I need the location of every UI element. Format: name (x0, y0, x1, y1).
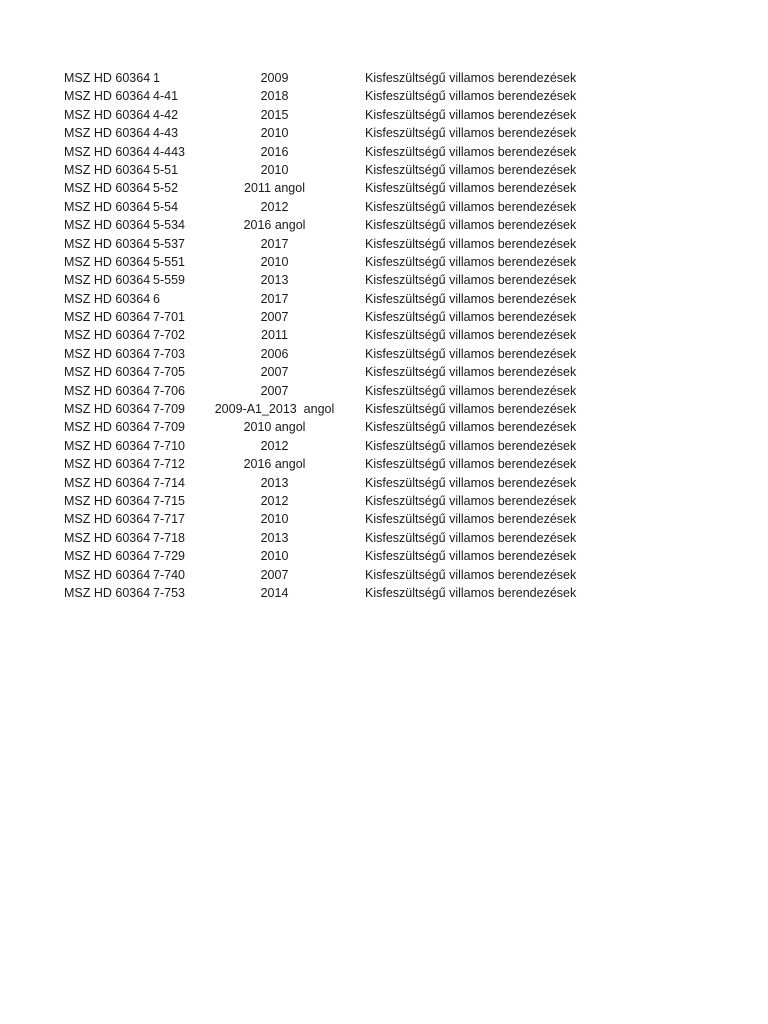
standard-year: 2013 (260, 475, 289, 490)
standard-part: 7-705 (153, 365, 185, 380)
standard-part: 7-753 (153, 585, 185, 600)
standard-year: 2016 angol (243, 457, 306, 472)
standard-year: 2006 (260, 346, 289, 361)
standard-title: Kisfeszültségű villamos berendezések (365, 144, 577, 159)
standard-code: MSZ HD 60364 (64, 383, 151, 398)
standard-year: 2010 (260, 162, 289, 177)
standard-year: 2014 (260, 585, 289, 600)
standard-part: 4-43 (153, 126, 179, 141)
table-row (0, 437, 768, 455)
standard-title: Kisfeszültségű villamos berendezések (365, 71, 577, 85)
standard-part: 7-717 (153, 512, 185, 527)
table-row (0, 492, 768, 510)
standard-title: Kisfeszültségű villamos berendezések (365, 493, 577, 508)
table-row (0, 547, 768, 565)
standard-part: 7-718 (153, 530, 185, 545)
standard-code: MSZ HD 60364 (64, 493, 151, 508)
standard-part: 4-41 (153, 89, 179, 104)
standard-year: 2015 (260, 107, 289, 122)
standard-year: 2013 (260, 530, 289, 545)
standard-year: 2010 (260, 549, 289, 564)
standard-year: 2009-A1_2013 angol (214, 402, 335, 417)
table-row (0, 216, 768, 234)
standard-title: Kisfeszültségű villamos berendezések (365, 438, 577, 453)
table-row (0, 584, 768, 602)
standard-year: 2007 (260, 365, 289, 380)
standard-title: Kisfeszültségű villamos berendezések (365, 273, 577, 288)
standard-part: 5-559 (153, 273, 185, 288)
standard-year: 2016 angol (243, 218, 306, 233)
standard-year: 2010 (260, 254, 289, 269)
standard-title: Kisfeszültségű villamos berendezések (365, 512, 577, 527)
standard-part: 5-54 (153, 199, 179, 214)
table-row (0, 363, 768, 381)
table-row (0, 106, 768, 124)
standard-part: 5-534 (153, 218, 185, 233)
standard-code: MSZ HD 60364 (64, 89, 151, 104)
standard-title: Kisfeszültségű villamos berendezések (365, 402, 577, 417)
standard-code: MSZ HD 60364 (64, 310, 151, 325)
standard-code: MSZ HD 60364 (64, 291, 151, 306)
standard-year: 2017 (260, 291, 289, 306)
standard-title: Kisfeszültségű villamos berendezések (365, 218, 577, 233)
standard-part: 5-537 (153, 236, 185, 251)
standard-title: Kisfeszültségű villamos berendezések (365, 475, 577, 490)
standard-part: 7-715 (153, 493, 185, 508)
standard-code: MSZ HD 60364 (64, 567, 151, 582)
standard-part: 4-443 (153, 144, 185, 159)
standard-code: MSZ HD 60364 (64, 254, 151, 269)
table-row (0, 382, 768, 400)
standard-part: 6 (153, 291, 160, 306)
table-row (0, 529, 768, 547)
table-row (0, 290, 768, 308)
standard-year: 2007 (260, 567, 289, 582)
standard-title: Kisfeszültségű villamos berendezések (365, 585, 577, 600)
standard-title: Kisfeszültségű villamos berendezések (365, 328, 577, 343)
standard-year: 2017 (260, 236, 289, 251)
standard-title: Kisfeszültségű villamos berendezések (365, 291, 577, 306)
standard-part: 7-714 (153, 475, 185, 490)
standard-code: MSZ HD 60364 (64, 71, 151, 85)
table-row (0, 235, 768, 253)
standard-code: MSZ HD 60364 (64, 585, 151, 600)
table-row (0, 87, 768, 105)
standard-title: Kisfeszültségű villamos berendezések (365, 126, 577, 141)
table-row (0, 69, 768, 87)
standard-part: 7-709 (153, 420, 185, 435)
standard-code: MSZ HD 60364 (64, 438, 151, 453)
standard-year: 2010 (260, 512, 289, 527)
standard-title: Kisfeszültségű villamos berendezések (365, 199, 577, 214)
standard-part: 7-701 (153, 310, 185, 325)
standard-part: 7-706 (153, 383, 185, 398)
standard-year: 2012 (260, 493, 289, 508)
table-row (0, 143, 768, 161)
standard-year: 2016 (260, 144, 289, 159)
table-row (0, 455, 768, 473)
standard-code: MSZ HD 60364 (64, 199, 151, 214)
standard-year: 2007 (260, 383, 289, 398)
standard-title: Kisfeszültségű villamos berendezések (365, 236, 577, 251)
standard-code: MSZ HD 60364 (64, 126, 151, 141)
standard-title: Kisfeszültségű villamos berendezések (365, 365, 577, 380)
table-row (0, 198, 768, 216)
standard-title: Kisfeszültségű villamos berendezések (365, 420, 577, 435)
table-row (0, 124, 768, 142)
standard-year: 2012 (260, 199, 289, 214)
standard-code: MSZ HD 60364 (64, 162, 151, 177)
standard-year: 2009 (260, 71, 289, 85)
table-row (0, 326, 768, 344)
standard-part: 7-709 (153, 402, 185, 417)
standard-title: Kisfeszültségű villamos berendezések (365, 383, 577, 398)
standard-title: Kisfeszültségű villamos berendezések (365, 254, 577, 269)
standard-part: 5-551 (153, 254, 185, 269)
standard-part: 7-740 (153, 567, 185, 582)
standard-code: MSZ HD 60364 (64, 457, 151, 472)
standard-year: 2010 angol (243, 420, 306, 435)
standard-part: 7-729 (153, 549, 185, 564)
standard-title: Kisfeszültségű villamos berendezések (365, 346, 577, 361)
standard-year: 2007 (260, 310, 289, 325)
standard-part: 7-710 (153, 438, 185, 453)
standard-title: Kisfeszültségű villamos berendezések (365, 181, 577, 196)
standard-code: MSZ HD 60364 (64, 530, 151, 545)
standard-part: 1 (153, 71, 160, 85)
table-row (0, 400, 768, 418)
standard-code: MSZ HD 60364 (64, 144, 151, 159)
standard-code: MSZ HD 60364 (64, 107, 151, 122)
table-row (0, 418, 768, 436)
standard-year: 2011 angol (244, 181, 305, 196)
standard-code: MSZ HD 60364 (64, 420, 151, 435)
standard-title: Kisfeszültségű villamos berendezések (365, 310, 577, 325)
standard-title: Kisfeszültségű villamos berendezések (365, 107, 577, 122)
standard-code: MSZ HD 60364 (64, 273, 151, 288)
standard-title: Kisfeszültségű villamos berendezések (365, 457, 577, 472)
standard-year: 2011 (261, 328, 288, 343)
table-row (0, 253, 768, 271)
standard-code: MSZ HD 60364 (64, 475, 151, 490)
standard-title: Kisfeszültségű villamos berendezések (365, 530, 577, 545)
standard-part: 5-51 (153, 162, 179, 177)
standard-code: MSZ HD 60364 (64, 402, 151, 417)
standard-part: 7-702 (153, 328, 185, 343)
standard-part: 7-703 (153, 346, 185, 361)
table-row (0, 510, 768, 528)
standard-part: 5-52 (153, 181, 179, 196)
standard-title: Kisfeszültségű villamos berendezések (365, 567, 577, 582)
standard-code: MSZ HD 60364 (64, 365, 151, 380)
standard-code: MSZ HD 60364 (64, 346, 151, 361)
standard-year: 2013 (260, 273, 289, 288)
standard-code: MSZ HD 60364 (64, 181, 151, 196)
standard-part: 4-42 (153, 107, 179, 122)
standard-code: MSZ HD 60364 (64, 218, 151, 233)
table-row (0, 474, 768, 492)
standard-code: MSZ HD 60364 (64, 512, 151, 527)
standard-year: 2018 (260, 89, 289, 104)
standard-title: Kisfeszültségű villamos berendezések (365, 89, 577, 104)
table-row (0, 179, 768, 197)
table-row (0, 308, 768, 326)
table-row (0, 345, 768, 363)
table-row (0, 566, 768, 584)
standard-year: 2010 (260, 126, 289, 141)
standard-part: 7-712 (153, 457, 185, 472)
standard-year: 2012 (260, 438, 289, 453)
table-row (0, 271, 768, 289)
table-row (0, 161, 768, 179)
standard-title: Kisfeszültségű villamos berendezések (365, 162, 577, 177)
standard-title: Kisfeszültségű villamos berendezések (365, 549, 577, 564)
standard-code: MSZ HD 60364 (64, 236, 151, 251)
standards-table (0, 69, 768, 602)
standard-code: MSZ HD 60364 (64, 328, 151, 343)
standard-code: MSZ HD 60364 (64, 549, 151, 564)
